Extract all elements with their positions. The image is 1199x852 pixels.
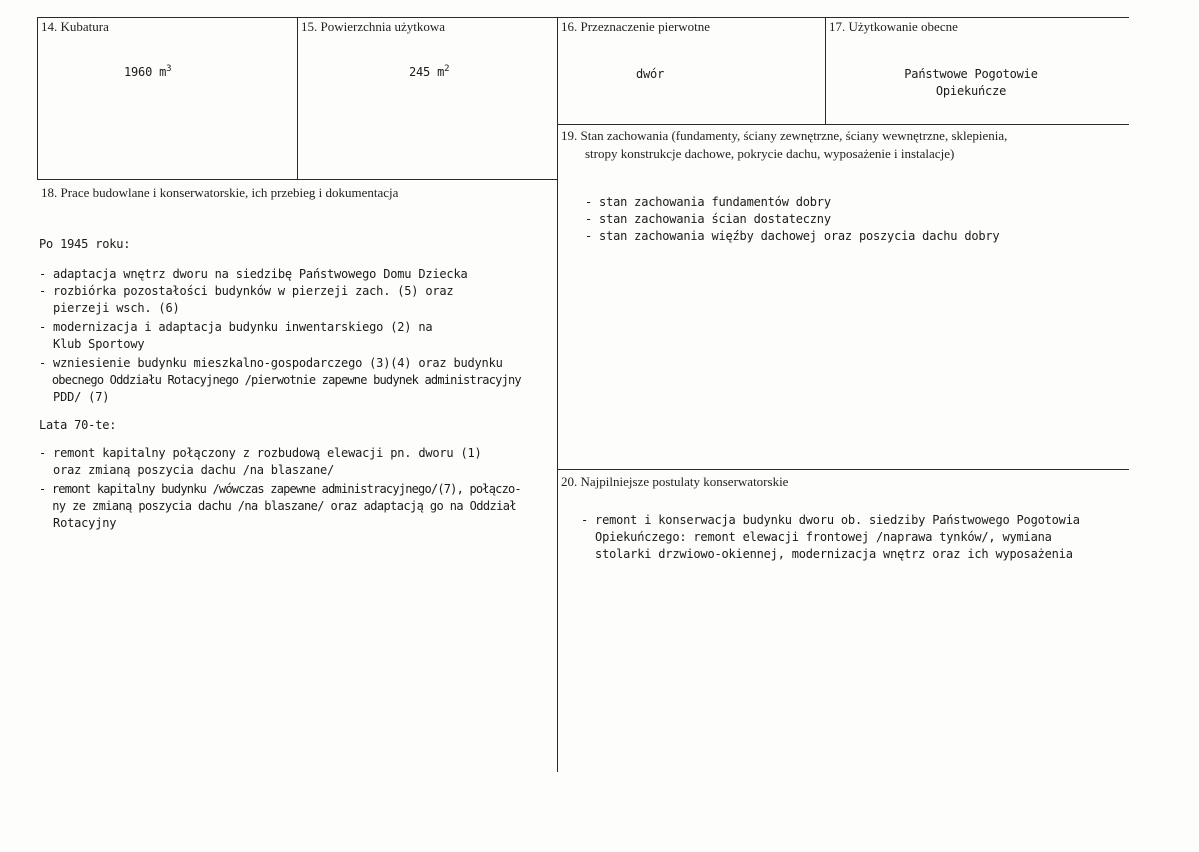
prace-heading-70s: Lata 70-te: xyxy=(39,418,117,432)
uzytkowanie-value-line2: Opiekuńcze xyxy=(935,84,1007,98)
prace-label: 18. Prace budowlane i konserwatorskie, ich przebieg i dokumentacja xyxy=(41,185,399,200)
kubatura-unit-power: 3 xyxy=(166,64,172,74)
divider-main-vertical xyxy=(557,17,558,772)
prace-item: Klub Sportowy xyxy=(39,337,145,351)
powierzchnia-unit-power: 2 xyxy=(444,64,450,74)
prace-item: - adaptacja wnętrz dworu na siedzibę Państwowego Domu Dziecka xyxy=(39,267,468,281)
prace-item: ny ze zmianą poszycia dachu /na blaszane/ oraz adaptacją go na Oddział xyxy=(39,499,516,513)
uzytkowanie-value-line1: Państwowe Pogotowie xyxy=(904,67,1038,81)
uzytkowanie-label: 17. Użytkowanie obecne xyxy=(829,19,958,34)
prace-item: - modernizacja i adaptacja budynku inwentarskiego (2) na xyxy=(39,320,433,334)
postulaty-item: - remont i konserwacja budynku dworu ob. siedziby Państwowego Pogotowia xyxy=(581,513,1080,527)
prace-item: - rozbiórka pozostałości budynków w pierzeji zach. (5) oraz xyxy=(39,284,454,298)
powierzchnia-label: 15. Powierzchnia użytkowa xyxy=(301,19,446,34)
prace-heading-1945: Po 1945 roku: xyxy=(39,237,131,251)
kubatura-number: 1960 m xyxy=(124,65,167,79)
kubatura-label: 14. Kubatura xyxy=(41,19,109,34)
divider-under-19 xyxy=(557,469,1129,470)
prace-item: - wzniesienie budynku mieszkalno-gospodarczego (3)(4) oraz budynku xyxy=(39,356,503,370)
divider-under-14-15 xyxy=(37,179,558,180)
divider-under-16-17 xyxy=(557,124,1129,125)
prace-item: Rotacyjny xyxy=(39,516,117,530)
prace-item: obecnego Oddziału Rotacyjnego /pierwotnie zapewne budynek administracyjny xyxy=(39,373,521,387)
powierzchnia-value xyxy=(409,64,449,80)
powierzchnia-number: 245 m xyxy=(409,65,445,79)
stan-item: - stan zachowania więźby dachowej oraz poszycia dachu dobry xyxy=(585,229,1000,243)
przeznaczenie-value: dwór xyxy=(636,67,665,81)
stan-label-line1: 19. Stan zachowania (fundamenty, ściany zewnętrzne, ściany wewnętrzne, sklepienia, xyxy=(561,128,1008,143)
prace-item: pierzeji wsch. (6) xyxy=(39,301,180,315)
postulaty-item: stolarki drzwiowo-okiennej, modernizacja wnętrz oraz ich wyposażenia xyxy=(581,547,1073,561)
przeznaczenie-label: 16. Przeznaczenie pierwotne xyxy=(561,19,711,34)
postulaty-item: Opiekuńczego: remont elewacji frontowej /naprawa tynków/, wymiana xyxy=(581,530,1052,544)
divider-16-17 xyxy=(825,17,826,125)
stan-item: - stan zachowania fundamentów dobry xyxy=(585,195,831,209)
top-border xyxy=(37,17,1129,18)
stan-item: - stan zachowania ścian dostateczny xyxy=(585,212,831,226)
prace-item: - remont kapitalny budynku /wówczas zapewne administracyjnego/(7), połączo- xyxy=(39,482,521,496)
stan-label-line2: stropy konstrukcje dachowe, pokrycie dachu, wyposażenie i instalacje) xyxy=(585,146,955,161)
postulaty-label: 20. Najpilniejsze postulaty konserwatorskie xyxy=(561,474,789,489)
divider-14-15 xyxy=(297,17,298,180)
kubatura-value xyxy=(124,64,171,80)
prace-item: - remont kapitalny połączony z rozbudową elewacji pn. dworu (1) xyxy=(39,446,482,460)
prace-item: oraz zmianą poszycia dachu /na blaszane/ xyxy=(39,463,335,477)
left-border xyxy=(37,17,38,180)
prace-item: PDD/ (7) xyxy=(39,390,110,404)
